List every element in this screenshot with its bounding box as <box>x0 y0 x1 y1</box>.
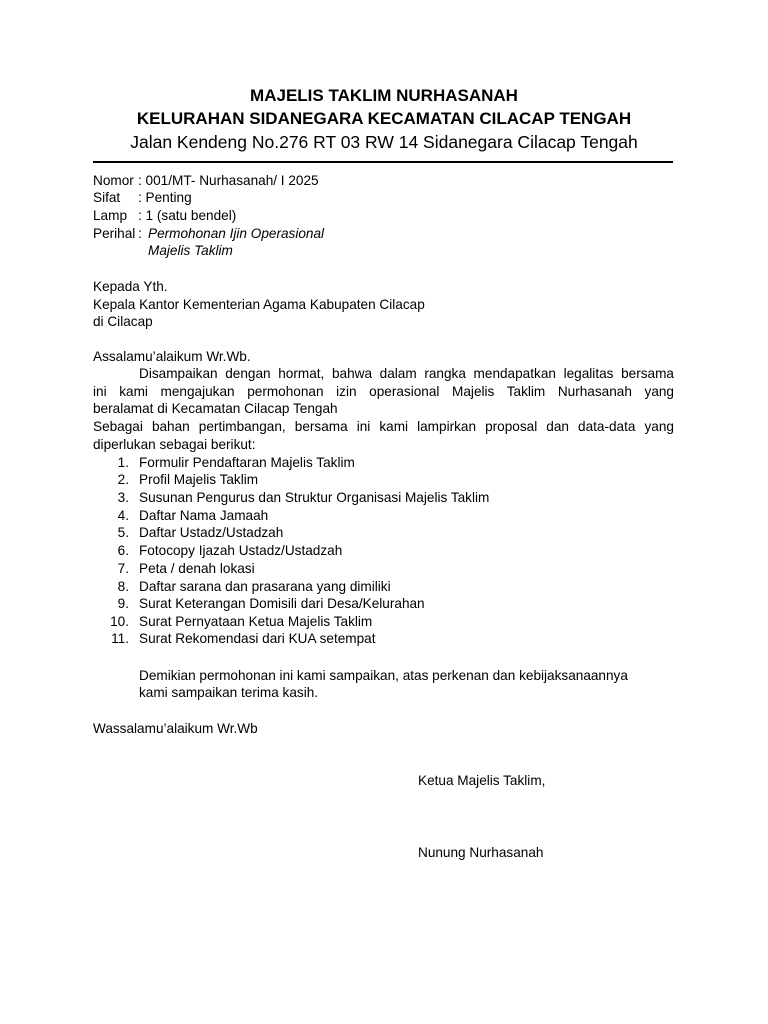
list-item: Surat Pernyataan Ketua Majelis Taklim <box>139 614 373 629</box>
lamp-value: : 1 (satu bendel) <box>138 208 237 223</box>
signature-name: Nunung Nurhasanah <box>418 845 544 860</box>
signature-title: Ketua Majelis Taklim, <box>418 773 546 788</box>
lamp-label: Lamp <box>93 208 128 223</box>
list-item: Fotocopy Ijazah Ustadz/Ustadzah <box>139 543 343 558</box>
list-item: Profil Majelis Taklim <box>139 472 259 487</box>
perihal-colon: : <box>138 226 142 241</box>
recipient-line1: Kepada Yth. <box>93 279 168 294</box>
list-item-number: 2. <box>117 472 129 487</box>
list-item-number: 5. <box>117 525 129 540</box>
list-item: Daftar Nama Jamaah <box>139 508 269 523</box>
list-item-number: 4. <box>117 508 129 523</box>
list-item-number: 10. <box>110 614 129 629</box>
list-item: Surat Keterangan Domisili dari Desa/Kelurahan <box>139 596 425 611</box>
list-item-number: 11. <box>111 631 129 646</box>
paragraph1-line2: ini kami mengajukan permohonan izin operasional Majelis Taklim Nurhasanah yang <box>93 384 674 399</box>
paragraph1-line1: Disampaikan dengan hormat, bahwa dalam rangka mendapatkan legalitas bersama <box>139 366 674 381</box>
list-item: Daftar sarana dan prasarana yang dimiliki <box>139 579 391 594</box>
recipient-line3: di Cilacap <box>93 314 153 329</box>
list-item-number: 9. <box>117 596 129 611</box>
recipient-line2: Kepala Kantor Kementerian Agama Kabupaten Cilacap <box>93 297 425 312</box>
perihal-value-line2: Majelis Taklim <box>148 243 233 258</box>
region-heading: KELURAHAN SIDANEGARA KECAMATAN CILACAP TENGAH <box>136 109 632 128</box>
letterhead-divider <box>93 161 673 163</box>
list-item-number: 6. <box>117 543 129 558</box>
list-item-number: 7. <box>117 561 129 576</box>
list-item: Daftar Ustadz/Ustadzah <box>139 525 284 540</box>
closing-line2: kami sampaikan terima kasih. <box>139 685 319 700</box>
sifat-label: Sifat <box>93 190 121 205</box>
nomor-label: Nomor <box>93 173 134 188</box>
paragraph1-line3: beralamat di Kecamatan Cilacap Tengah <box>93 401 338 416</box>
greeting: Assalamu’alaikum Wr.Wb. <box>93 349 251 364</box>
perihal-label: Perihal <box>93 226 136 241</box>
closing-line1: Demikian permohonan ini kami sampaikan, atas perkenan dan kebijaksanaannya <box>139 668 628 683</box>
paragraph2-line2: diperlukan sebagai berikut: <box>93 437 256 452</box>
list-item-number: 8. <box>117 579 129 594</box>
list-item: Formulir Pendaftaran Majelis Taklim <box>139 455 355 470</box>
nomor-value: : 001/MT- Nurhasanah/ I 2025 <box>138 173 319 188</box>
list-item-number: 3. <box>117 490 129 505</box>
perihal-value-line1: Permohonan Ijin Operasional <box>148 226 325 241</box>
address-line: Jalan Kendeng No.276 RT 03 RW 14 Sidanegara Cilacap Tengah <box>130 132 638 152</box>
list-item: Peta / denah lokasi <box>139 561 255 576</box>
paragraph2-line1: Sebagai bahan pertimbangan, bersama ini kami lampirkan proposal dan data-data yang <box>93 419 674 434</box>
org-name-heading: MAJELIS TAKLIM NURHASANAH <box>250 86 518 105</box>
farewell: Wassalamu’alaikum Wr.Wb <box>93 721 258 736</box>
list-item: Surat Rekomendasi dari KUA setempat <box>139 631 376 646</box>
list-item-number: 1. <box>117 455 129 470</box>
list-item: Susunan Pengurus dan Struktur Organisasi Majelis Taklim <box>139 490 490 505</box>
sifat-value: : Penting <box>138 190 192 205</box>
